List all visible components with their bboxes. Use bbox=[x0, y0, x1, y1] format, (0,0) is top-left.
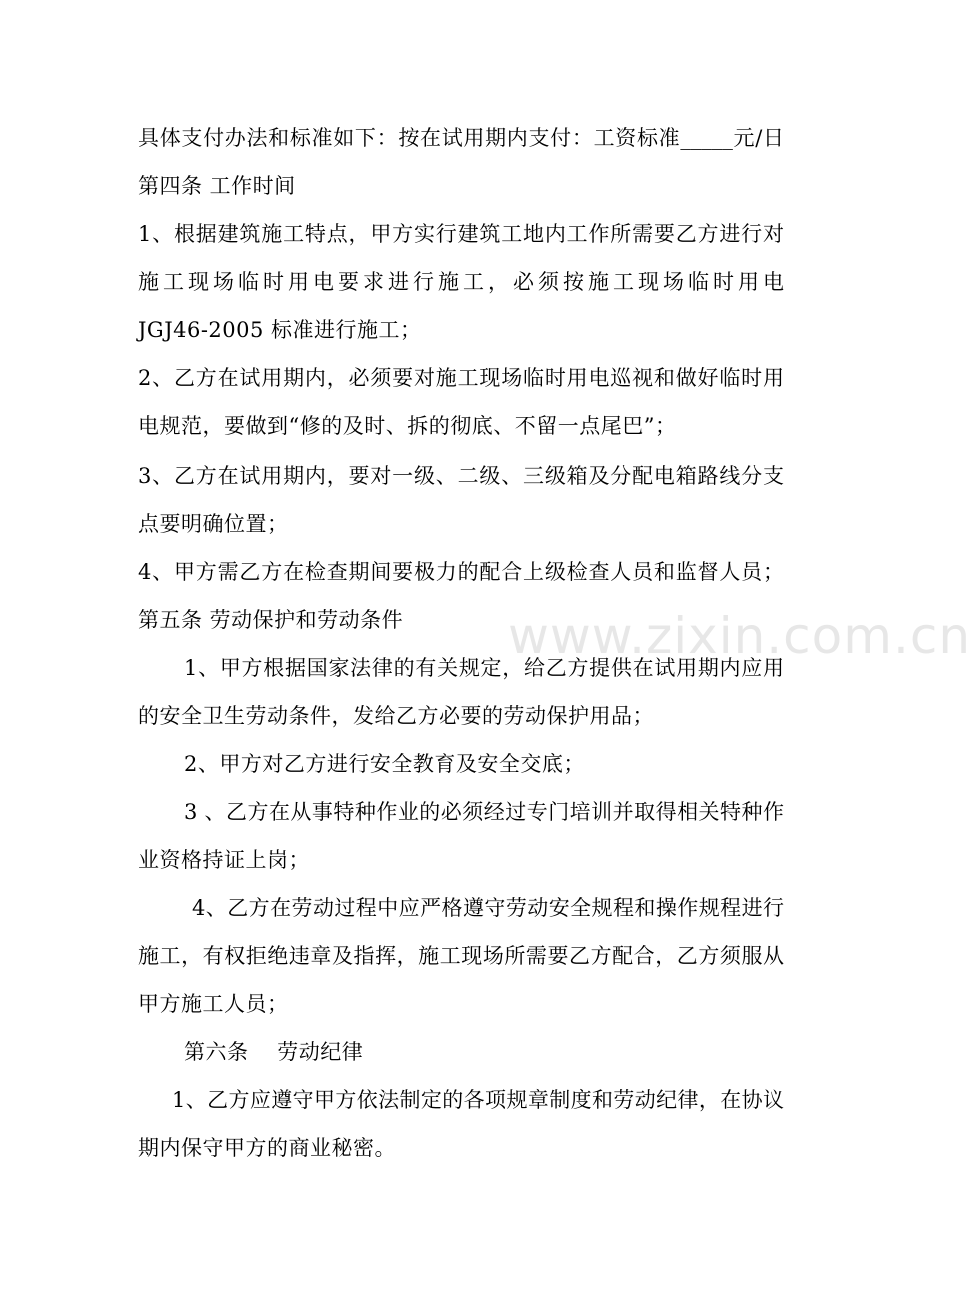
paragraph-line: 施工，有权拒绝违章及指挥，施工现场所需要乙方配合，乙方须服从 bbox=[138, 944, 784, 968]
section-heading: 第四条 工作时间 bbox=[138, 174, 296, 198]
paragraph-line: 点要明确位置； bbox=[138, 512, 289, 536]
paragraph-line: 施工现场临时用电要求进行施工，必须按施工现场临时用电 bbox=[138, 270, 784, 294]
section-heading: 第五条 劳动保护和劳动条件 bbox=[138, 608, 404, 632]
paragraph-line: 1、根据建筑施工特点，甲方实行建筑工地内工作所需要乙方进行对 bbox=[138, 222, 784, 246]
paragraph-line: JGJ46-2005 标准进行施工； bbox=[138, 318, 422, 342]
paragraph-line: 期内保守甲方的商业秘密。 bbox=[138, 1136, 396, 1160]
watermark-text: www.zixin.com.cn bbox=[508, 607, 971, 665]
section-heading: 第六条 劳动纪律 bbox=[184, 1040, 364, 1064]
paragraph-line: 2、乙方在试用期内，必须要对施工现场临时用电巡视和做好临时用 bbox=[138, 366, 784, 390]
paragraph-line: 1、乙方应遵守甲方依法制定的各项规章制度和劳动纪律，在协议 bbox=[172, 1088, 784, 1112]
paragraph-line: 业资格持证上岗； bbox=[138, 848, 310, 872]
paragraph-line: 的安全卫生劳动条件，发给乙方必要的劳动保护用品； bbox=[138, 704, 654, 728]
paragraph-line: 具体支付办法和标准如下：按在试用期内支付：工资标准_____元/日 bbox=[138, 126, 784, 150]
paragraph-line: 3 、乙方在从事特种作业的必须经过专门培训并取得相关特种作 bbox=[184, 800, 784, 824]
paragraph-line: 电规范，要做到“修的及时、拆的彻底、不留一点尾巴”； bbox=[138, 414, 677, 438]
paragraph-line: 1、甲方根据国家法律的有关规定，给乙方提供在试用期内应用 bbox=[184, 656, 784, 680]
paragraph-line: 4、甲方需乙方在检查期间要极力的配合上级检查人员和监督人员； bbox=[138, 560, 784, 584]
paragraph-line: 甲方施工人员； bbox=[138, 992, 289, 1016]
paragraph-line: 2、甲方对乙方进行安全教育及安全交底； bbox=[184, 752, 585, 776]
paragraph-line: 3、乙方在试用期内，要对一级、二级、三级箱及分配电箱路线分支 bbox=[138, 464, 784, 488]
paragraph-line: 4、乙方在劳动过程中应严格遵守劳动安全规程和操作规程进行 bbox=[192, 896, 784, 920]
